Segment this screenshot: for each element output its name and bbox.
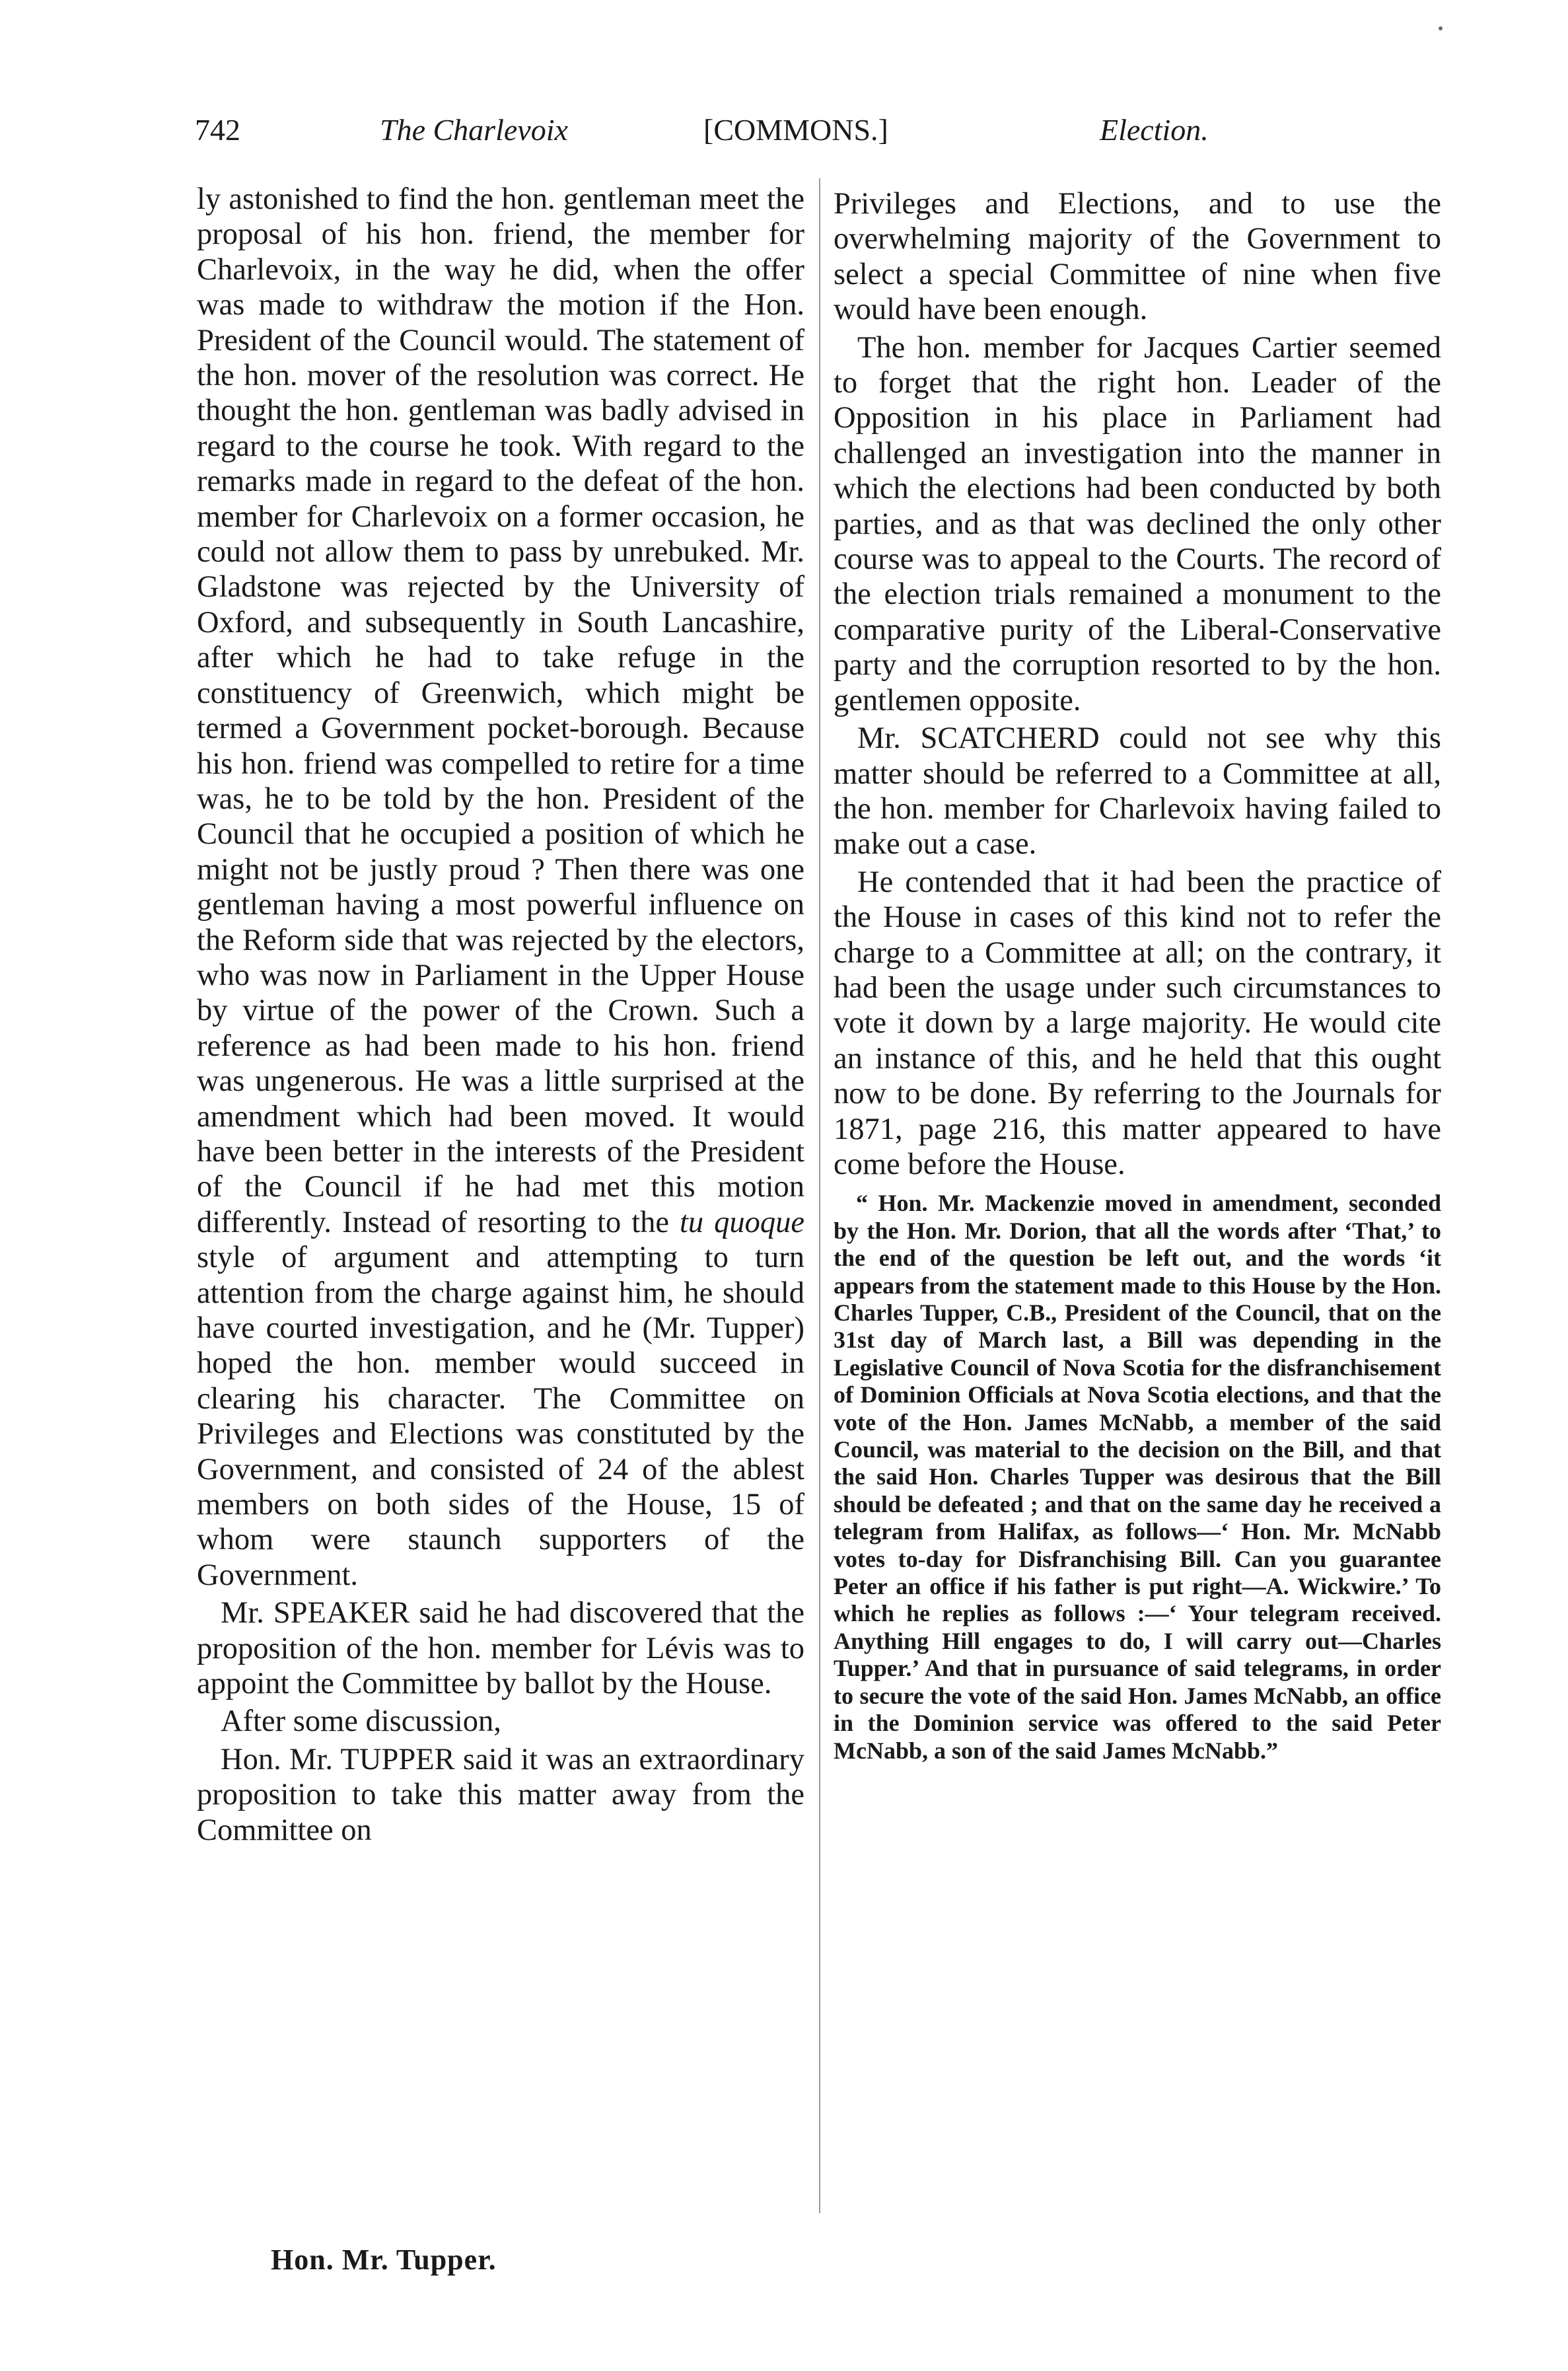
journal-quotation-text: “ Hon. Mr. Mackenzie moved in amendment, seconded by the Hon. Mr. Dorion, that all the words after ‘That,’ to the end of the question be left out, and the words ‘it appears from the statement made to this House by the Hon. Charles Tupper, C.B., President of the Council, that on the 31st day of March last, a Bill was depending in the Legislative Council of Nova Scotia for the disfranchisement of Dominion Officials at Nova Scotia elections, and that the vote of the Hon. James McNabb, a member of the said Council, was material to the decision on the Bill, and that the said Hon. Charles Tupper was desirous that the Bill should be defeated ; and that on the same day he received a telegram from Halifax, as follows—‘ Hon. Mr. McNabb votes to-day for Disfranchising Bill. Can you guarantee Peter an office if his father is put right—A. Wickwire.’ To which he replies as follows :—‘ Your telegram received. Anything Hill engages to do, I will carry out—Charles Tupper.’ And that in pursuance of said telegrams, in order to secure the vote of the said Hon. James McNabb, an office in the Dominion service was offered to the said Peter McNabb, a son of the said James McNabb.” [834,1190,1441,1764]
page-speck [1439,26,1443,30]
left-paragraph-1-italic: tu quoque [680,1205,805,1239]
right-column [834,186,1441,1765]
right-paragraph-2: The hon. member for Jacques Cartier seemed to forget that the right hon. Leader of the Opposition in his place in Parliament had challenged an investigation into the manner in which the elections had been conducted by both parties, and as that was declined the only other course was to appeal to the Courts. The record of the election trials remained a monument to the comparative purity of the Liberal-Conservative party and the corruption resorted to by the hon. gentlemen opposite. [834,330,1441,717]
header-left-title: The Charlevoix [380,113,568,147]
journal-quotation [834,1190,1441,1765]
right-paragraph-3: Mr. SCATCHERD could not see why this matter should be referred to a Committee at all, the hon. member for Charlevoix having failed to make out a case. [834,721,1441,861]
left-paragraph-2: Mr. SPEAKER said he had discovered that the proposition of the hon. member for Lévis was to appoint the Committee by ballot by the House. [197,1596,804,1701]
column-divider [819,178,820,2213]
left-paragraph-1 [197,182,804,1593]
left-paragraph-1-text: ly astonished to find the hon. gentleman meet the proposal of his hon. friend, the member for Charlevoix, in the way he did, when the offer was made to withdraw the motion if the Hon. President of the Council would. The statement of the hon. mover of the resolution was correct. He thought the hon. gentleman was badly advised in regard to the course he took. With regard to the remarks made in regard to the defeat of the hon. member for Charlevoix on a former occasion, he could not allow them to pass by unrebuked. Mr. Gladstone was rejected by the University of Oxford, and subsequently in South Lancashire, after which he had to take refuge in the constituency of Greenwich, which might be termed a Government pocket-borough. Because his hon. friend was compelled to retire for a time was, he to be told by the hon. President of the Council that he occupied a position of which he might not be justly proud ? Then there was one gentleman having a most powerful influence on the Reform side that was rejected by the electors, who was now in Parliament in the Upper House by virtue of the power of the Crown. Such a reference as had been made to his hon. friend was ungenerous. He was a little surprised at the amendment which had been moved. It would have been better in the interests of the President of the Council if he had met this motion differently. Instead of resorting to the [197,182,804,1239]
header-center-title: [COMMONS.] [703,113,888,147]
page-number: 742 [195,113,240,147]
right-paragraph-1: Privileges and Elections, and to use the overwhelming majority of the Government to select a special Committee of nine when five would have been enough. [834,187,1441,327]
right-paragraph-4: He contended that it had been the practice of the House in cases of this kind not to refer the charge to a Committee at all; on the contrary, it had been the usage under such circumstances to vote it down by a large majority. He would cite an instance of this, and he held that this ought now to be done. By referring to the Journals for 1871, page 216, this matter appeared to have come before the House. [834,865,1441,1181]
left-paragraph-4: Hon. Mr. TUPPER said it was an extraordinary proposition to take this matter away from the Committee on [197,1742,804,1847]
left-paragraph-3: After some discussion, [221,1704,501,1739]
running-header [195,112,1258,159]
left-paragraph-1-end: style of argument and attempting to turn attention from the charge against him, he should have courted investigation, and he (Mr. Tupper) hoped the hon. member would succeed in clearing his character. The Committee on Privileges and Elections was constituted by the Government, and consisted of 24 of the ablest members on both sides of the House, 15 of whom were staunch supporters of the Government. [197,1241,804,1592]
catchword: Hon. Mr. Tupper. [271,2243,497,2276]
header-right-title: Election. [1100,113,1209,147]
left-column [197,182,804,1848]
